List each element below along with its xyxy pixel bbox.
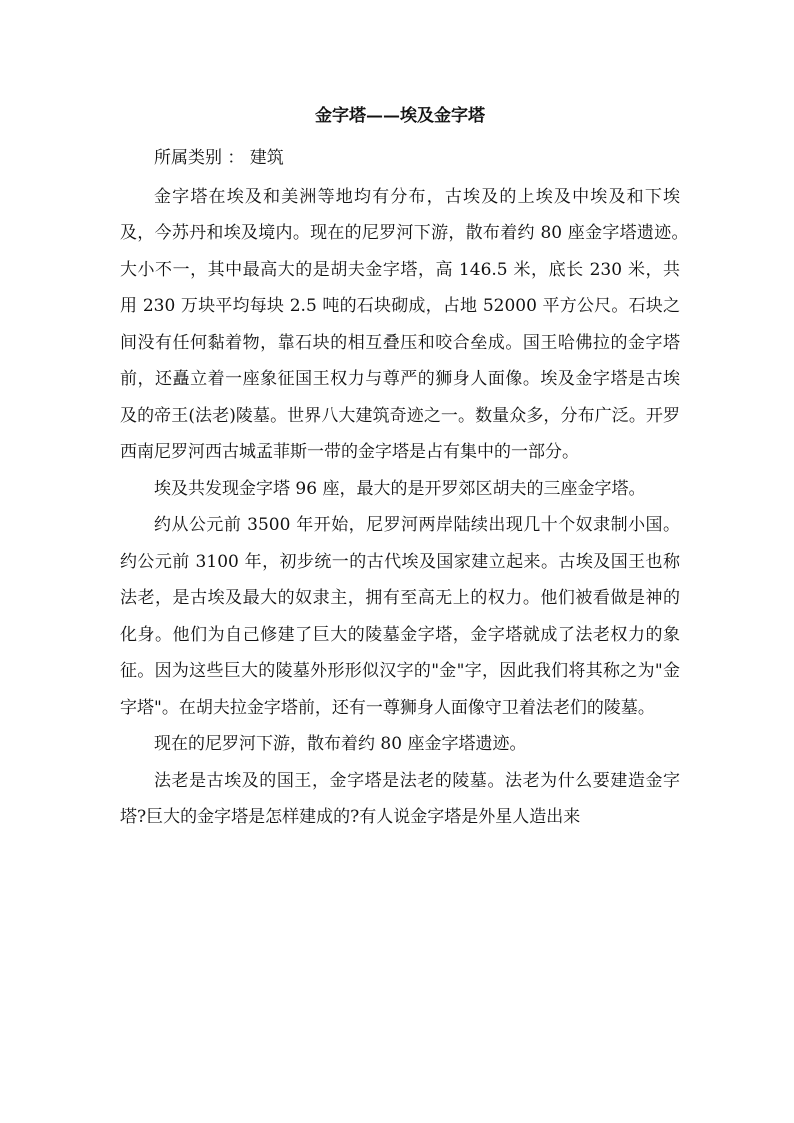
paragraph-3: 约从公元前 3500 年开始，尼罗河两岸陆续出现几十个奴隶制小国。约公元前 3100 年，初步统一的古代埃及国家建立起来。古埃及国王也称法老，是古埃及最大的奴隶主，拥有至高无上的权力。他们被看做是神的化身。他们为自己修建了巨大的陵墓金字塔，金字塔就成了法老权力的象征。因为这些巨大的陵墓外形形似汉字的"金"字，因此我们将其称之为"金字塔"。在胡夫拉金字塔前，还有一尊狮身人面像守卫着法老们的陵墓。 <box>120 515 680 718</box>
paragraph-5: 法老是古埃及的国王，金字塔是法老的陵墓。法老为什么要建造金字塔?巨大的金字塔是怎样建成的?有人说金字塔是外星人造出来 <box>120 770 680 827</box>
document-title: 金字塔——埃及金字塔 <box>315 106 485 126</box>
paragraph-1: 金字塔在埃及和美洲等地均有分布，古埃及的上埃及中埃及和下埃及，今苏丹和埃及境内。现在的尼罗河下游，散布着约 80 座金字塔遗迹。 大小不一，其中最高大的是胡夫金字塔，高 146.5 米，底长 230 米，共用 230 万块平均每块 2.5 吨的石块砌成，占地 52000 平方公尺。石块之间没有任何黏着物，靠石块的相互叠压和咬合垒成。国王哈佛拉的金字塔前，还矗立着一座象征国王权力与尊严的狮身人面像。埃及金字塔是古埃及的帝王(法老)陵墓。世界八大建筑奇迹之一。数量众多，分布广泛。开罗西南尼罗河西古城孟菲斯一带的金字塔是占有集中的一部分。 <box>120 186 697 462</box>
paragraph-2: 埃及共发现金字塔 96 座，最大的是开罗郊区胡夫的三座金字塔。 <box>154 478 646 499</box>
document-content <box>120 100 697 836</box>
paragraph-4: 现在的尼罗河下游，散布着约 80 座金字塔遗迹。 <box>154 734 527 754</box>
category-line: 所属类别 ： 建筑 <box>154 148 284 168</box>
